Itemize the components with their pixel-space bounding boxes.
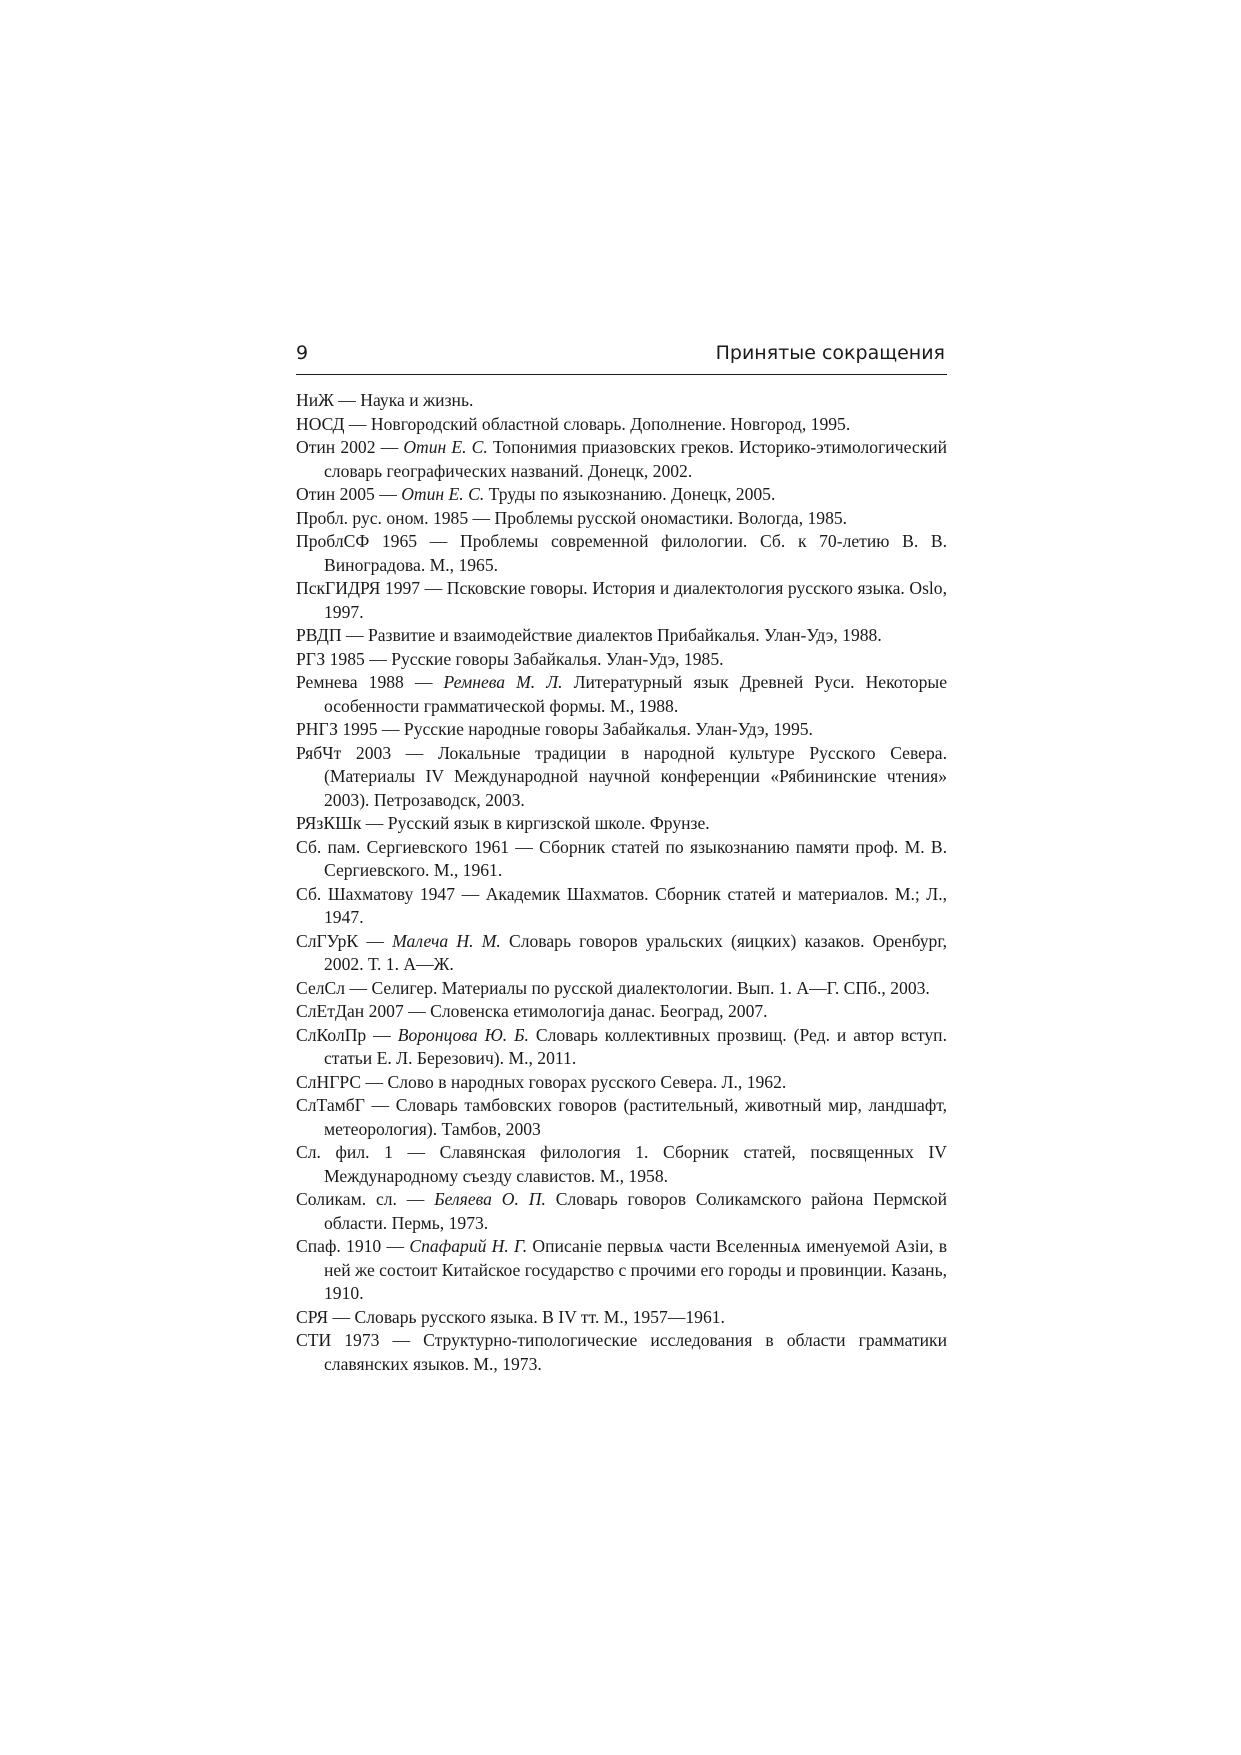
entry-abbreviation: СлГУрК (296, 930, 359, 951)
page-header (296, 340, 947, 375)
abbreviation-entry: СлТамбГ — Словарь тамбовских говоров (растительный, животный мир, ландшафт, метеорология). Тамбов, 2003 (296, 1095, 947, 1139)
entry-description: Славянская филология 1. Сборник статей, посвященных IV Международному съезду славистов. М., 1958. (324, 1142, 947, 1186)
entry-author: Воронцова Ю. Б. (397, 1024, 529, 1045)
entry-abbreviation: РГЗ 1985 (296, 648, 365, 669)
entry-description: Псковские говоры. История и диалектология русского языка. Oslo, 1997. (324, 578, 947, 622)
entry-abbreviation: ПскГИДРЯ 1997 (296, 578, 421, 598)
entry-description: Словарь коллективных прозвищ. (Ред. и автор вступ. статьи Е. Л. Березович). М., 2011. (324, 1024, 948, 1068)
abbreviation-entry: СлКолПр — Воронцова Ю. Б. Словарь коллективных прозвищ. (Ред. и автор вступ. статьи Е. Л. Березович). М., 2011. (296, 1024, 948, 1068)
entry-description: Русский язык в киргизской школе. Фрунзе. (387, 813, 710, 833)
entry-description: Описанiе первыѧ части Вселенныѧ именуемой Азiи, в ней же состоит Китайское государство с прочими его городы и провинции. Казань, 1910. (324, 1236, 948, 1303)
abbreviation-entry: СлНГРС — Слово в народных говорах русского Севера. Л., 1962. (296, 1071, 787, 1092)
entry-description: Словарь говоров уральских (яицких) казаков. Оренбург, 2002. Т. 1. А—Ж. (324, 930, 947, 974)
entry-author: Малеча Н. М. (392, 930, 501, 951)
entry-description: Слово в народных говорах русского Севера. Л., 1962. (387, 1071, 787, 1092)
abbreviation-entry: Сб. Шахматову 1947 — Академик Шахматов. Сборник статей и материалов. М.; Л., 1947. (296, 883, 948, 927)
entry-description: Структурно-типологические исследования в области грамматики славянских языков. М., 1973. (324, 1330, 947, 1374)
entry-abbreviation: Сб. Шахматову 1947 (296, 883, 456, 904)
entry-description: Проблемы русской ономастики. Вологда, 1985. (494, 507, 848, 528)
entry-abbreviation: ПроблСФ 1965 (296, 531, 418, 551)
abbreviation-entry: Соликам. сл. — Беляева О. П. Словарь говоров Соликамского района Пермской области. Пермь, 1973. (296, 1189, 947, 1233)
entry-author: Отин Е. С. (403, 437, 488, 457)
entry-abbreviation: СТИ 1973 (296, 1330, 380, 1350)
entry-description: Топонимия приазовских греков. Историко-этимологический словарь географических названий. Донецк, 2002. (324, 437, 948, 481)
entry-abbreviation: РНГЗ 1995 (296, 719, 378, 739)
abbreviation-entry: Ремнева 1988 — Ремнева М. Л. Литературный язык Древней Руси. Некоторые особенности грамматической формы. М., 1988. (296, 672, 948, 716)
entry-description: Словарь русского языка. В IV тт. М., 1957—1961. (354, 1306, 725, 1327)
abbreviation-entry: Сб. пам. Сергиевского 1961 — Сборник статей по языкознанию памяти проф. М. В. Сергиевского. М., 1961. (296, 836, 947, 880)
entry-abbreviation: СелСл (296, 977, 346, 998)
abbreviation-list (296, 389, 947, 1376)
page-number: 9 (296, 342, 309, 364)
entry-description: Новгородский областной словарь. Дополнение. Новгород, 1995. (370, 413, 851, 434)
entry-abbreviation: Сл. фил. 1 (296, 1142, 393, 1162)
entry-author: Отин Е. С. (401, 484, 485, 504)
abbreviation-entry: Пробл. рус. оном. 1985 — Проблемы русской ономастики. Вологда, 1985. (296, 507, 848, 528)
entry-description: Сборник статей по языкознанию памяти проф. М. В. Сергиевского. М., 1961. (324, 836, 947, 880)
abbreviation-entry: Отин 2005 — Отин Е. С. Труды по языкознанию. Донецк, 2005. (296, 484, 776, 504)
entry-description: Развитие и взаимодействие диалектов Прибайкалья. Улан-Удэ, 1988. (367, 625, 882, 645)
entry-description: Локальные традиции в народной культуре Русского Севера. (Материалы IV Международной научной конференции «Рябининские чтения» 2003). Петрозаводск, 2003. (324, 742, 947, 810)
entry-author: Ремнева М. Л. (443, 672, 563, 692)
entry-abbreviation: Сб. пам. Сергиевского 1961 (296, 836, 510, 857)
abbreviation-entry: ПроблСФ 1965 — Проблемы современной филологии. Сб. к 70-летию В. В. Виноградова. М., 1965. (296, 531, 948, 575)
entry-abbreviation: СРЯ (296, 1306, 329, 1327)
entry-description: Словарь тамбовских говоров (растительный, животный мир, ландшафт, метеорология). Тамбов, 2003 (324, 1095, 947, 1139)
abbreviation-entry: РябЧт 2003 — Локальные традиции в народной культуре Русского Севера. (Материалы IV Международной научной конференции «Рябининские чтения» 2003). Петрозаводск, 2003. (296, 742, 947, 810)
entry-author: Беляева О. П. (434, 1189, 546, 1209)
entry-abbreviation: Ремнева 1988 (296, 672, 404, 692)
entry-abbreviation: Соликам. сл. (296, 1189, 397, 1209)
entry-description: Проблемы современной филологии. Сб. к 70-летию В. В. Виноградова. М., 1965. (324, 531, 948, 575)
abbreviation-entry: СТИ 1973 — Структурно-типологические исследования в области грамматики славянских языков. М., 1973. (296, 1330, 947, 1374)
abbreviation-entry: Спаф. 1910 — Спафарий Н. Г. Описанiе первыѧ части Вселенныѧ именуемой Азiи, в ней же состоит Китайское государство с прочими его городы и провинции. Казань, 1910. (296, 1236, 948, 1303)
entry-abbreviation: Отин 2002 (296, 437, 376, 457)
entry-abbreviation: НОСД (296, 413, 345, 434)
entry-description: Русские народные говоры Забайкалья. Улан-Удэ, 1995. (403, 719, 813, 739)
abbreviation-entry: СлГУрК — Малеча Н. М. Словарь говоров уральских (яицких) казаков. Оренбург, 2002. Т. 1. А—Ж. (296, 930, 947, 974)
entry-abbreviation: РВДП (296, 625, 342, 645)
abbreviation-entry: СелСл — Селигер. Материалы по русской диалектологии. Вып. 1. А—Г. СПб., 2003. (296, 977, 930, 998)
entry-description: Литературный язык Древней Руси. Некоторые особенности грамматической формы. М., 1988. (324, 672, 948, 716)
entry-description: Словенска етимологиjа данас. Београд, 2007. (430, 1001, 768, 1021)
abbreviation-entry: РЯзКШк — Русский язык в киргизской школе. Фрунзе. (296, 813, 710, 833)
abbreviation-entry: РВДП — Развитие и взаимодействие диалектов Прибайкалья. Улан-Удэ, 1988. (296, 625, 882, 645)
entry-abbreviation: Спаф. 1910 (296, 1236, 382, 1256)
entry-abbreviation: СлЕтДан 2007 (296, 1001, 404, 1021)
entry-abbreviation: СлКолПр (296, 1024, 367, 1045)
abbreviation-entry: НиЖ — Наука и жизнь. (296, 390, 474, 410)
entry-description: Академик Шахматов. Сборник статей и материалов. М.; Л., 1947. (324, 883, 948, 927)
abbreviation-entry: Сл. фил. 1 — Славянская филология 1. Сборник статей, посвященных IV Международному съезду славистов. М., 1958. (296, 1142, 947, 1186)
entry-abbreviation: Пробл. рус. оном. 1985 (296, 507, 469, 528)
entry-abbreviation: НиЖ (296, 390, 334, 410)
abbreviation-entry: СРЯ — Словарь русского языка. В IV тт. М., 1957—1961. (296, 1306, 725, 1327)
entry-author: Спафарий Н. Г. (409, 1236, 528, 1256)
entry-abbreviation: СлНГРС (296, 1071, 362, 1092)
entry-description: Словарь говоров Соликамского района Пермской области. Пермь, 1973. (324, 1189, 947, 1233)
entry-description: Селигер. Материалы по русской диалектологии. Вып. 1. А—Г. СПб., 2003. (371, 977, 930, 998)
abbreviation-entry: ПскГИДРЯ 1997 — Псковские говоры. История и диалектология русского языка. Oslo, 1997. (296, 578, 947, 622)
entry-abbreviation: Отин 2005 (296, 484, 375, 504)
abbreviation-entry: СлЕтДан 2007 — Словенска етимологиjа данас. Београд, 2007. (296, 1001, 768, 1021)
entry-description: Русские говоры Забайкалья. Улан-Удэ, 1985. (391, 648, 724, 669)
abbreviation-entry: Отин 2002 — Отин Е. С. Топонимия приазовских греков. Историко-этимологический словарь географических названий. Донецк, 2002. (296, 437, 948, 481)
entry-description: Труды по языкознанию. Донецк, 2005. (488, 484, 776, 504)
entry-abbreviation: РЯзКШк (296, 813, 362, 833)
entry-abbreviation: РябЧт 2003 (296, 742, 392, 763)
abbreviation-entry: РГЗ 1985 — Русские говоры Забайкалья. Улан-Удэ, 1985. (296, 648, 724, 669)
entry-abbreviation: СлТамбГ (296, 1095, 365, 1115)
abbreviation-entry: РНГЗ 1995 — Русские народные говоры Забайкалья. Улан-Удэ, 1995. (296, 719, 813, 739)
abbreviation-entry: НОСД — Новгородский областной словарь. Дополнение. Новгород, 1995. (296, 413, 851, 434)
running-title: Принятые сокращения (715, 342, 945, 364)
entry-description: Наука и жизнь. (360, 390, 474, 410)
